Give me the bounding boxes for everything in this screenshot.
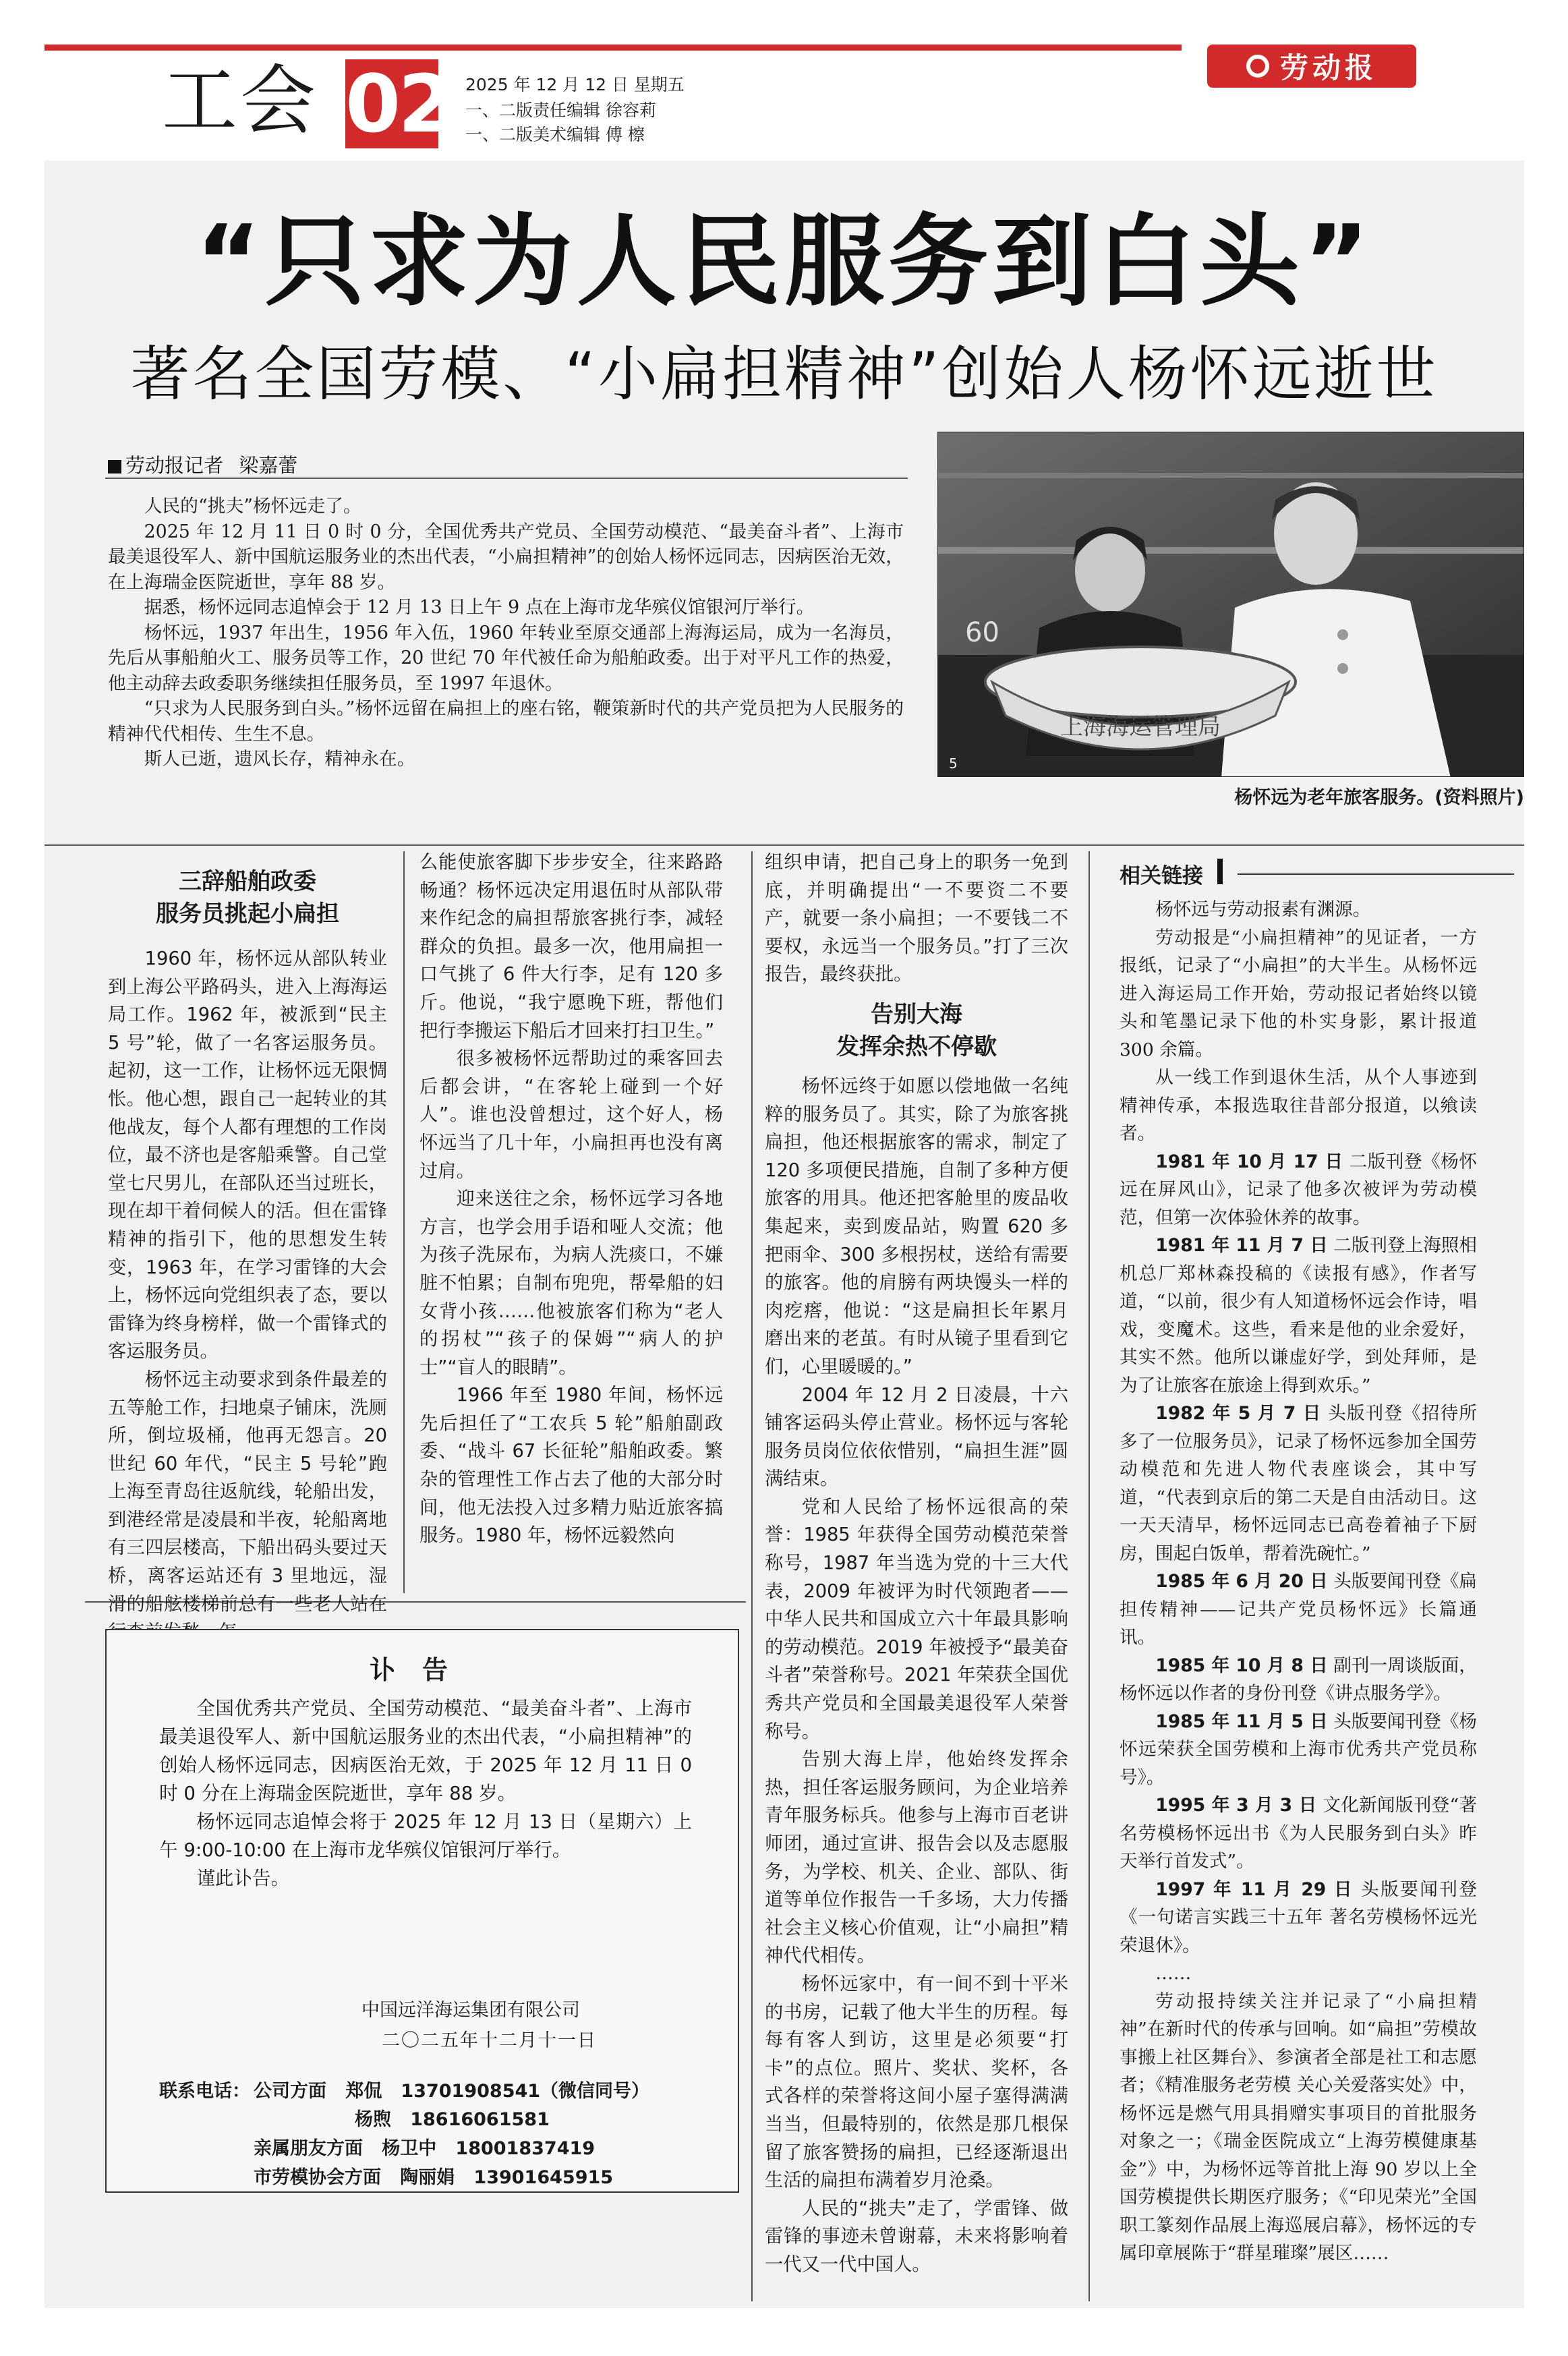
lead-paragraph: 斯人已逝，遗风长存，精神永在。 xyxy=(144,749,415,770)
section-subtitle: 服务员挑起小扁担 xyxy=(156,900,339,927)
related-entry-date: 1997 年 11 月 29 日 xyxy=(1155,1878,1354,1900)
contact-party: 公司方面 xyxy=(254,2081,326,2102)
related-entry xyxy=(1120,1400,1477,1568)
related-entry-text: 杨怀远与劳动报素有渊源。 xyxy=(1155,899,1371,920)
related-entry-text: 从一线工作到退休生活，从个人事迹到精神传承，本报选取往昔部分报道，以飨读者。 xyxy=(1120,1067,1477,1144)
newspaper-logo[interactable] xyxy=(1207,45,1416,88)
related-entry-date: 1981 年 11 月 7 日 xyxy=(1155,1235,1328,1256)
column-rule xyxy=(751,851,753,2301)
photo-corner-mark: 5 xyxy=(949,755,958,772)
basin-text: 上海海运管理局 xyxy=(1060,714,1221,741)
logo-circle-icon xyxy=(1246,55,1269,78)
notice-paragraph: 全国优秀共产党员、全国劳动模范、“最美奋斗者”、上海市最美退役军人、新中国航运服务业的杰出代表，“小扁担精神”的创始人杨怀远同志，因病医治无效，于 2025 年 12 月 11 日 0 时 0 分在上海瑞金医院逝世，享年 88 岁。 xyxy=(159,1697,692,1804)
related-entry xyxy=(1120,924,1477,1064)
column-rule xyxy=(403,851,405,1593)
body-paragraph: 迎来送往之余，杨怀远学习各地方言，也学会用手语和哑人交流；他为孩子洗尿布，为病人洗痰口，不嫌脏不怕累；自制布兜兜，帮晕船的妇女背小孩……他被旅客们称为“老人的拐杖”“孩子的保姆”“病人的护士”“盲人的眼睛”。 xyxy=(419,1188,723,1378)
bunk-rail xyxy=(938,473,1524,478)
section-subtitle: 三辞船舶政委 xyxy=(179,868,316,895)
body-column-2 xyxy=(419,849,723,1550)
related-links-column xyxy=(1120,896,1477,2268)
related-entry-date: 1982 年 5 月 7 日 xyxy=(1155,1403,1322,1424)
headline: “只求为人民服务到白头” xyxy=(195,204,1374,320)
notice-organization: 中国远洋海运集团有限公司 xyxy=(361,2000,580,2021)
contact-row xyxy=(254,2162,613,2189)
related-entry xyxy=(1120,1064,1477,1148)
contact-name: 陶丽娟 xyxy=(400,2167,455,2188)
paper-name: 劳动报 xyxy=(1279,51,1377,84)
related-entry xyxy=(1120,896,1477,924)
responsible-editor: 一、二版责任编辑 徐容莉 xyxy=(465,100,656,120)
section-subtitle: 告别大海 xyxy=(871,1000,962,1028)
notice-title: 讣告 xyxy=(369,1655,475,1685)
archive-photo[interactable] xyxy=(937,432,1524,777)
related-entry-date: 1985 年 6 月 20 日 xyxy=(1155,1571,1328,1592)
related-entry-date: 1985 年 10 月 8 日 xyxy=(1155,1655,1328,1676)
section-name: 工会 xyxy=(162,57,318,145)
contact-phone[interactable]: 13901645915 xyxy=(473,2167,614,2188)
contact-name: 杨卫中 xyxy=(382,2138,437,2159)
related-entry-date: 1985 年 11 月 5 日 xyxy=(1155,1711,1328,1732)
related-header-bar xyxy=(1217,859,1223,884)
contact-party: 亲属朋友方面 xyxy=(254,2138,363,2159)
related-entry-text: 头版刊登《招待所多了一位服务员》，记录了杨怀远参加全国劳动模范和先进人物代表座谈会，其中写道，“代表到京后的第二天是自由活动日。这一天天清早，杨怀远同志已高卷着袖子下厨房，围起白饭单，帮着洗碗忙。” xyxy=(1120,1403,1477,1564)
body-paragraph: 人民的“挑夫”走了，学雷锋、做雷锋的事迹未曾谢幕，未来将影响着一代又一代中国人。 xyxy=(765,2197,1068,2275)
related-entry xyxy=(1120,1232,1477,1400)
related-entry xyxy=(1120,1959,1477,1988)
contact-name: 郑侃 xyxy=(345,2081,382,2102)
body-paragraph: 2004 年 12 月 2 日凌晨，十六铺客运码头停止营业。杨怀远与客轮服务员岗位依依惜别，“扁担生涯”圆满结束。 xyxy=(765,1384,1068,1490)
contact-row xyxy=(355,2104,550,2131)
related-header-line xyxy=(1238,873,1514,875)
related-entry xyxy=(1120,1876,1477,1960)
section-subtitle: 发挥余热不停歇 xyxy=(836,1033,997,1060)
byline-rule xyxy=(105,478,908,479)
related-entry-text: 文化新闻版刊登“著名劳模杨怀远出书《为人民服务到白头》昨天举行首发式”。 xyxy=(1120,1795,1477,1872)
art-editor: 一、二版美术编辑 傅 檫 xyxy=(465,125,645,144)
issue-date: 2025 年 12 月 12 日 星期五 xyxy=(465,75,685,94)
body-paragraph: 杨怀远终于如愿以偿地做一名纯粹的服务员了。其实，除了为旅客挑扁担，他还根据旅客的需求，制定了 120 多项便民措施，自制了多种方便旅客的用具。他还把客舱里的废品收集起来，卖到废品站，购置 620 多把雨伞、300 多根拐杖，送给有需要的旅客。他的肩膀有两块馒头一样的肉疙瘩，他说：“这是扁担长年累月磨出来的老茧。有时从镜子里看到它们，心里暖暖的。” xyxy=(765,1075,1068,1377)
contact-label: 联系电话： xyxy=(159,2081,250,2102)
body-paragraph: 杨怀远主动要求到条件最差的五等舱工作，扫地桌子铺床，洗厕所，倒垃圾桶，他再无怨言。20 世纪 60 年代，“民主 5 号轮”跑上海至青岛往返航线，轮船出发，到港经常是凌晨和半夜，轮船离地有三四层楼高，下船出码头要过天桥，离客运站还有 3 里地远，湿滑的船舷楼梯前总有一些老人站在 xyxy=(108,1369,387,1615)
related-entry xyxy=(1120,1148,1477,1232)
lead-paragraph: 2025 年 12 月 11 日 0 时 0 分，全国优秀共产党员、全国劳动模范、“最美奋斗者”、上海市最美退役军人、新中国航运服务业的杰出代表，“小扁担精神”的创始人杨怀远同志，因病医治无效，在上海瑞金医院逝世，享年 88 岁。 xyxy=(108,521,904,593)
contact-phone[interactable]: 13701908541（微信同号） xyxy=(401,2081,650,2102)
notice-paragraph: 谨此讣告。 xyxy=(196,1867,290,1889)
page-number: 02 xyxy=(345,57,451,150)
body-paragraph: 杨怀远家中，有一间不到十平米的书房，记载了他大半生的历程。每每有客人到访，这里是必须要“打卡”的点位。照片、奖状、奖杯，各式各样的荣誉将这间小屋子塞得满满当当，但最特别的，依然是那几根保留了旅客赞扬的扁担，已经逐渐退出生活的扁担布满着岁月沧桑。 xyxy=(765,1973,1068,2191)
uniform-button xyxy=(1337,629,1348,640)
related-entry xyxy=(1120,1652,1477,1708)
related-entry xyxy=(1120,1988,1477,2268)
body-paragraph: 1960 年，杨怀远从部队转业到上海公平路码头，进入上海海运局工作。1962 年，被派到“民主 5 号”轮，做了一名客运服务员。起初，这一工作，让杨怀远无限惆怅。他心想，跟自己一起转业的其他战友，每个人都有理想的工作岗位，最不济也是客船乘警。自己堂堂七尺男儿，在部队还当过班长，现在却干着伺候人的活。但在雷锋精神的指引下，他的思想发生转变，1963 年，在学习雷锋的大会上，杨怀远向党组织表了态，要以雷锋为终身榜样，做一个雷锋式的客运服务员。 xyxy=(108,948,387,1362)
contact-phone[interactable]: 18616061581 xyxy=(410,2109,550,2130)
photo-illustration xyxy=(938,432,1524,777)
lead-paragraph: 杨怀远，1937 年出生，1956 年入伍，1960 年转业至原交通部上海海运局，成为一名海员，先后从事船舶火工、服务员等工作，20 世纪 70 年代被任命为船舶政委。出于对平凡工作的热爱，他主动辞去政委职务继续担任服务员，至 1997 年退休。 xyxy=(108,622,904,694)
column-rule xyxy=(1088,851,1090,2301)
uniform-button xyxy=(1337,663,1348,674)
related-entry xyxy=(1120,1708,1477,1792)
lead-paragraph: 据悉，杨怀远同志追悼会于 12 月 13 日上午 9 点在上海市龙华殡仪馆银河厅举行。 xyxy=(144,597,815,618)
related-entry xyxy=(1120,1791,1477,1876)
related-entry-text: …… xyxy=(1155,1963,1192,1984)
body-paragraph: 告别大海上岸，他始终发挥余热，担任客运服务顾问，为企业培养青年服务标兵。他参与上海市百老讲师团，通过宣讲、报告会以及志愿服务，为学校、机关、企业、部队、街道等单位作报告一千多场，大力传播社会主义核心价值观，让“小扁担”精神代代相传。 xyxy=(765,1749,1068,1967)
related-entry-text: 劳动报持续关注并记录了“小扁担精神”在新时代的传承与回响。如“扁担”劳模故事搬上社区舞台》、参演者全部是社工和志愿者；《精准服务老劳模 关心关爱落实处》中，杨怀远是燃气用具捐赠实事项目的首批服务对象之一；《瑞金医院成立“上海劳模健康基金”》中，为杨怀远等首批上海 90 岁以上全国劳模提供长期医疗服务；《“印见荣光”全国职工篆刻作品展上海巡展启幕》，杨怀远的专属印章展陈于“群星璀璨”展区…… xyxy=(1120,1990,1477,2264)
body-column-1 xyxy=(108,865,387,1646)
contact-row xyxy=(254,2133,595,2160)
related-entry-text: 劳动报是“小扁担精神”的见证者，一方报纸，记录了“小扁担”的大半生。从杨怀远进入海运局工作开始，劳动报记者始终以镜头和笔墨记录下他的朴实身影，累计报道 300 余篇。 xyxy=(1120,927,1477,1060)
related-entry-date: 1981 年 10 月 17 日 xyxy=(1155,1151,1343,1172)
byline-name: 梁嘉蕾 xyxy=(239,454,298,477)
related-entry-text: 副刊一周谈版面，杨怀远以作者的身份刊登《讲点服务学》。 xyxy=(1120,1655,1477,1704)
notice-body xyxy=(159,1694,692,1893)
notice-date: 二〇二五年十二月十一日 xyxy=(382,2030,597,2051)
related-entry-text: 头版要闻刊登《一句诺言实践三十五年 著名劳模杨怀远光荣退休》。 xyxy=(1120,1878,1478,1956)
body-paragraph: 组织申请，把自己身上的职务一免到底，并明确提出“一不要资二不要产，就要一条小扁担；一不要钱二不要权，永远当一个服务员。”打了三次报告，最终获批。 xyxy=(765,852,1068,985)
notice-paragraph: 杨怀远同志追悼会将于 2025 年 12 月 13 日（星期六）上午 9:00-10:00 在上海市龙华殡仪馆银河厅举行。 xyxy=(159,1810,692,1861)
body-paragraph: 党和人民给了杨怀远很高的荣誉：1985 年获得全国劳动模范荣誉称号，1987 年当选为党的十三大代表，2009 年被评为时代领跑者——中华人民共和国成立六十年最具影响的劳动模范。2019 年被授予“最美奋斗者”荣誉称号。2021 年荣获全国优秀共产党员和全国最美退役军人荣誉称号。 xyxy=(765,1496,1068,1742)
contact-name: 杨煦 xyxy=(355,2109,391,2130)
body-paragraph: 么能使旅客脚下步步安全，往来路路畅通？杨怀远决定用退伍时从部队带来作纪念的扁担帮旅客挑行李，减轻群众的负担。最多一次，他用扁担一口气挑了 6 件大行李，足有 120 多斤。他说，“我宁愿晚下班，帮他们把行李搬运下船后才回来打扫卫生。” xyxy=(419,852,723,1041)
contact-phone[interactable]: 18001837419 xyxy=(455,2138,596,2159)
related-entry-text: 二版刊登上海照相机总厂郑林森投稿的《读报有感》，作者写道，“以前，很少有人知道杨怀远会作诗，唱戏，变魔术。这些，看来是他的业余爱好，其实不然。他所以谦虚好学，到处拜师，是为了让旅客在旅途上得到欢乐。” xyxy=(1120,1235,1477,1396)
byline xyxy=(108,451,917,478)
body-column-3 xyxy=(765,849,1068,2279)
related-entry xyxy=(1120,1568,1477,1652)
related-links-header: 相关链接 xyxy=(1120,864,1203,888)
bunk-rail xyxy=(938,547,1524,554)
related-entry-text: 头版要闻刊登《杨怀远荣获全国劳模和上海市优秀共产党员称号》。 xyxy=(1120,1711,1477,1788)
lead-paragraph: “只求为人民服务到白头。”杨怀远留在扁担上的座右铭，鞭策新时代的共产党员把为人民服务的精神代代相传、生生不息。 xyxy=(108,698,904,745)
lead-text xyxy=(108,494,904,772)
lead-paragraph: 人民的“挑夫”杨怀远走了。 xyxy=(144,496,361,517)
contact-row xyxy=(254,2076,649,2102)
top-red-rule xyxy=(45,45,1182,51)
related-entry-text: 头版要闻刊登《扁担传精神——记共产党员杨怀远》长篇通讯。 xyxy=(1120,1571,1477,1648)
photo-number-mark: 60 xyxy=(965,617,999,648)
photo-caption: 杨怀远为老年旅客服务。(资料照片) xyxy=(1234,787,1524,808)
contact-party: 市劳模协会方面 xyxy=(254,2167,381,2188)
related-entry-text: 二版刊登《杨怀远在屏风山》，记录了他多次被评为劳动模范，但第一次体验休养的故事。 xyxy=(1120,1151,1477,1228)
byline-label: 劳动报记者 xyxy=(125,454,224,477)
section-divider xyxy=(45,844,1524,846)
body-paragraph: 很多被杨怀远帮助过的乘客回去后都会讲，“在客轮上碰到一个好人”。谁也没曾想过，这个好人，杨怀远当了几十年，小扁担再也没有离过肩。 xyxy=(419,1048,723,1182)
subheadline: 著名全国劳模、“小扁担精神”创始人杨怀远逝世 xyxy=(130,339,1439,409)
related-entry-date: 1995 年 3 月 3 日 xyxy=(1155,1795,1317,1816)
byline-square-icon xyxy=(108,460,121,473)
body-paragraph: 1966 年至 1980 年间，杨怀远先后担任了“工农兵 5 轮”船舶副政委、“战斗 67 长征轮”船舶政委。繁杂的管理性工作占去了他的大部分时间，他无法投入过多精力贴近旅客搞服务。1980 年，杨怀远毅然向 xyxy=(419,1385,723,1547)
